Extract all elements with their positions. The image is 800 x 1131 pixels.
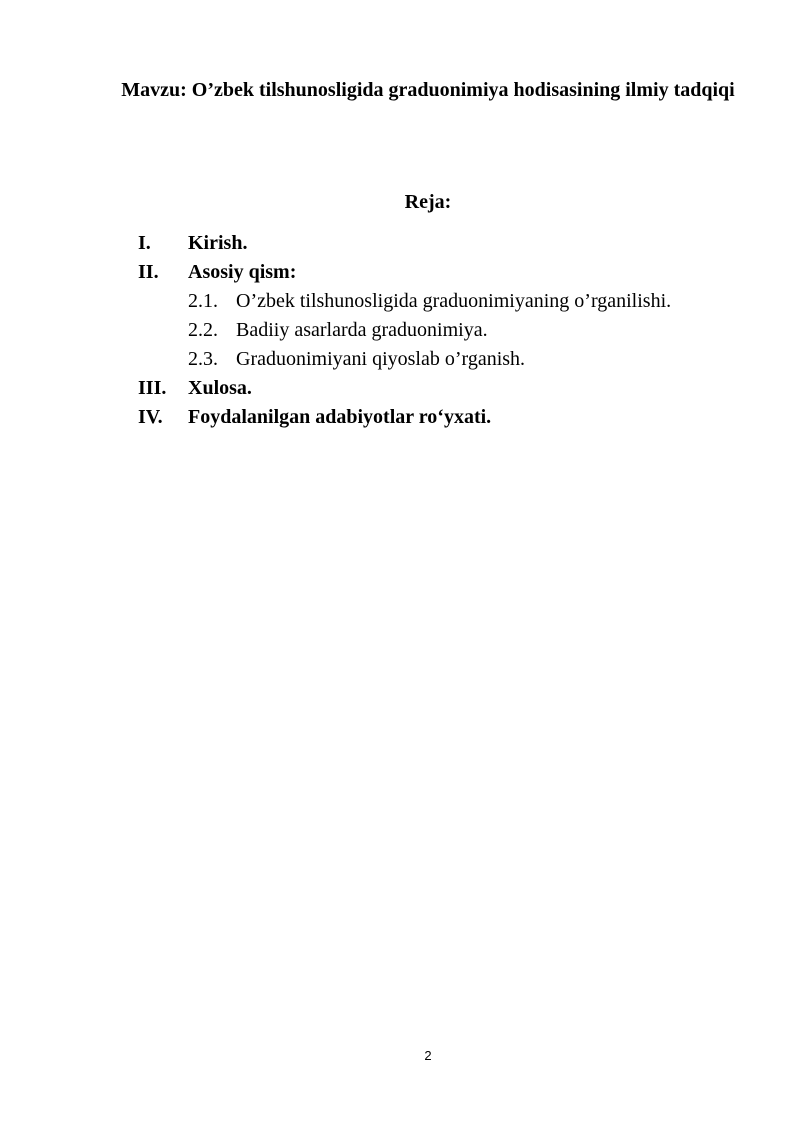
outline-subitem-number: 2.1. xyxy=(188,290,218,312)
outline-item-number: III. xyxy=(138,377,167,399)
outline-subitem xyxy=(138,316,758,345)
outline-item-main-part xyxy=(138,258,758,287)
outline-item-number: IV. xyxy=(138,406,163,428)
outline-subitem-text: Graduonimiyani qiyoslab o’rganish. xyxy=(236,348,526,370)
outline-item-introduction xyxy=(138,229,758,258)
outline-subitem-number: 2.2. xyxy=(188,319,218,341)
document-title: Mavzu: O’zbek tilshunosligida graduonimiya hodisasining ilmiy tadqiqi xyxy=(121,79,735,101)
outline-subitem xyxy=(138,345,758,374)
outline-subitem xyxy=(138,287,758,316)
outline-subitem-number: 2.3. xyxy=(188,348,218,370)
outline-item-number: II. xyxy=(138,261,159,283)
outline-subitem-text: O’zbek tilshunosligida graduonimiyaning o’rganilishi. xyxy=(236,290,672,312)
outline-item-conclusion xyxy=(138,374,758,403)
plan-heading: Reja: xyxy=(404,191,452,213)
outline-item-references xyxy=(138,403,758,432)
outline-item-number: I. xyxy=(138,232,151,254)
plan-outline xyxy=(138,229,758,432)
outline-item-text: Asosiy qism: xyxy=(188,261,297,283)
outline-item-text: Xulosa. xyxy=(188,377,252,399)
outline-subitem-text: Badiiy asarlarda graduonimiya. xyxy=(236,319,488,341)
page-number: 2 xyxy=(424,1048,432,1063)
outline-item-text: Kirish. xyxy=(188,232,248,254)
outline-item-text: Foydalanilgan adabiyotlar ro‘yxati. xyxy=(188,406,492,428)
